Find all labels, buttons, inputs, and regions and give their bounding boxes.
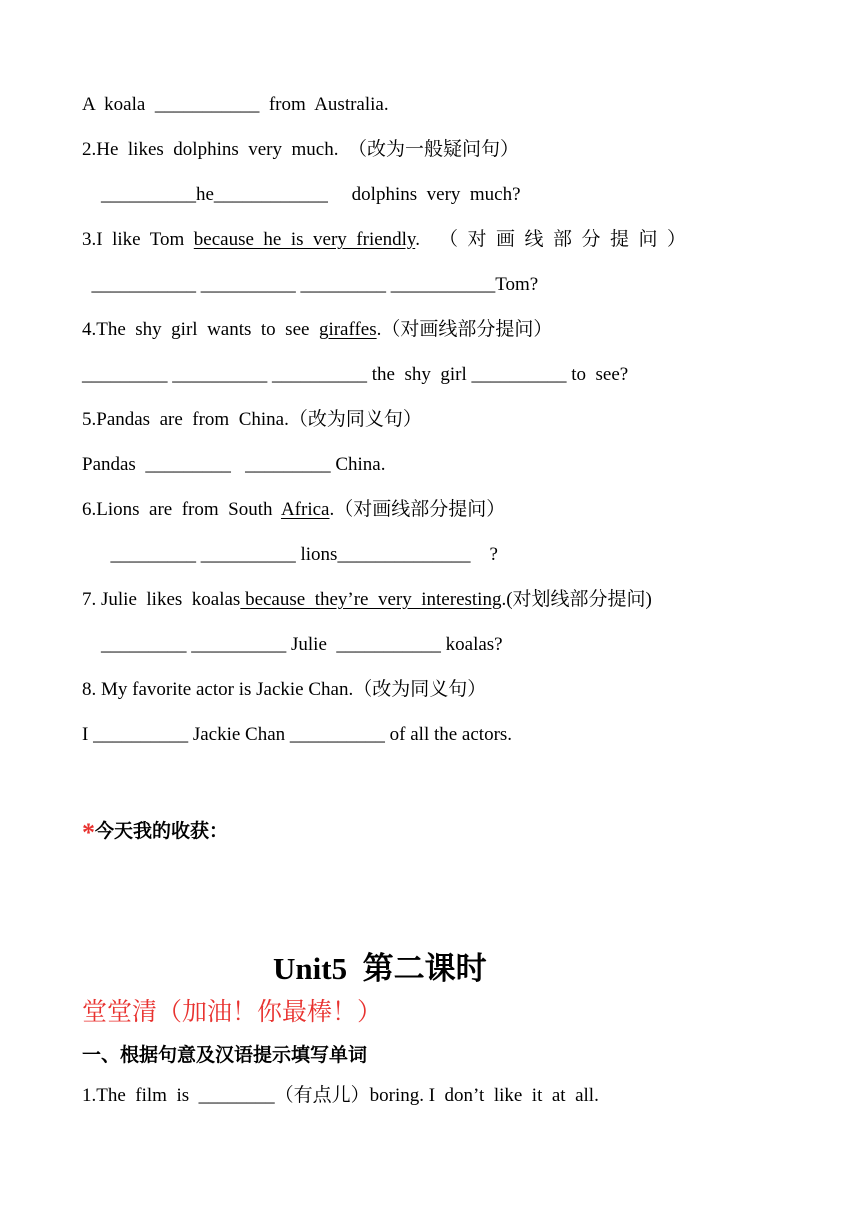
question-6-text: 6.Lions are from South [82,499,281,520]
exercise-line: A koala ___________ from Australia. [82,94,389,115]
harvest-label: 今天我的收获： [95,821,229,842]
question-4-instruction: .（对画线部分提问） [376,319,553,340]
question-4-underlined: giraffes [318,319,377,340]
question-4-text: 4.The shy girl wants to see [82,319,319,340]
question-5: 5.Pandas are from China.（改为同义句） [82,409,422,430]
question-2-answer: __________he____________ dolphins very much? [82,184,521,205]
question-7 [82,589,652,611]
question-4-answer: _________ __________ __________ the shy girl __________ to see? [82,364,629,385]
question-3 [82,229,686,251]
question-3-answer: ___________ __________ _________ ___________Tom? [82,274,539,295]
question-7-answer: _________ __________ Julie ___________ koalas? [82,634,503,655]
unit-title: Unit5 第二课时 [273,951,487,986]
question-6-answer: _________ __________ lions______________ ? [82,544,498,565]
question-8: 8. My favorite actor is Jackie Chan.（改为同义句） [82,679,487,700]
question-6-underlined: Africa [280,499,330,520]
question-3-underlined: because he is very friendly [193,229,416,250]
question-4 [82,319,552,341]
section-heading: 一、根据句意及汉语提示填写单词 [82,1045,368,1066]
encouragement-heading: 堂堂清（加油！你最棒！） [82,999,383,1026]
question-8-answer: I __________ Jackie Chan __________ of all the actors. [82,724,513,745]
harvest-heading [82,814,229,847]
question-7-text: 7. Julie likes koalas [82,589,241,610]
question-5-answer: Pandas _________ _________ China. [82,454,386,475]
question-7-underlined: because they’re very interesting [240,589,502,610]
question-6-instruction: .（对画线部分提问） [329,499,506,520]
question-7-instruction: .(对划线部分提问) [501,589,652,610]
star-icon: * [82,818,95,847]
section-question-1: 1.The film is ________（有点儿）boring. I don’t like it at all. [82,1085,599,1106]
question-2: 2.He likes dolphins very much. （改为一般疑问句） [82,139,519,160]
question-3-instruction: . （ 对 画 线 部 分 提 问 ） [415,229,686,250]
question-6 [82,499,505,521]
question-3-text: 3.I like Tom [82,229,194,250]
